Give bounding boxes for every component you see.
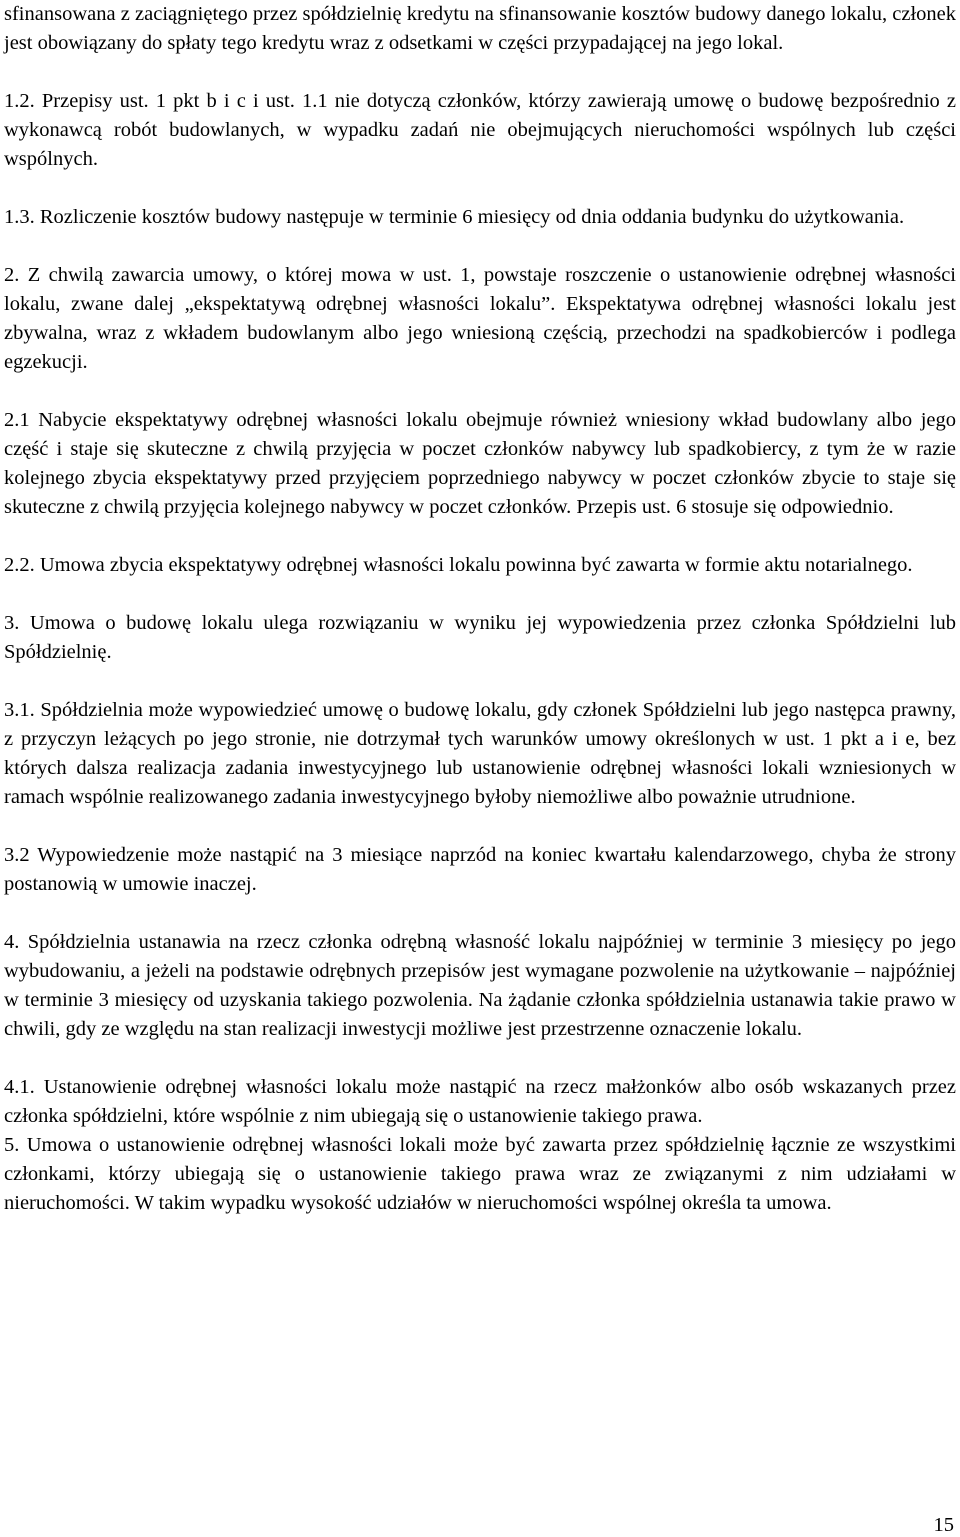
paragraph-continuation: sfinansowana z zaciągniętego przez spółdzielnię kredytu na sfinansowanie kosztów budowy danego lokalu, członek jest obowiązany do spłaty tego kredytu wraz z odsetkami w części przypadającej na jego lokal. — [4, 3, 956, 54]
paragraph-5: 5. Umowa o ustanowienie odrębnej własności lokali może być zawarta przez spółdzielnię łącznie ze wszystkimi członkami, którzy ubiegają się o ustanowienie takiego prawa wraz ze związanymi z nim udziałami w nieruchomości. W takim wypadku wysokość udziałów w nieruchomości wspólnej określa ta umowa. — [4, 1134, 956, 1214]
paragraph-1-3: 1.3. Rozliczenie kosztów budowy następuje w terminie 6 miesięcy od dnia oddania budynku do użytkowania. — [4, 206, 905, 228]
paragraph-3: 3. Umowa o budowę lokalu ulega rozwiązaniu w wyniku jej wypowiedzenia przez członka Spółdzielni lub Spółdzielnię. — [4, 612, 956, 663]
paragraph-3-2: 3.2 Wypowiedzenie może nastąpić na 3 miesiące naprzód na koniec kwartału kalendarzowego, chyba że strony postanowią w umowie inaczej. — [4, 844, 956, 895]
paragraph-2-1: 2.1 Nabycie ekspektatywy odrębnej własności lokalu obejmuje również wniesiony wkład budowlany albo jego część i staje się skuteczne z chwilą przyjęcia w poczet członków nabywcy lub spadkobiercy, z tym że w razie kolejnego zbycia ekspektatywy przed przyjęciem poprzedniego nabywcy w poczet członków zbycie to staje się skuteczne z chwilą przyjęcia kolejnego nabywcy w poczet członków. Przepis ust. 6 stosuje się odpowiednio. — [4, 409, 956, 518]
paragraph-4-1: 4.1. Ustanowienie odrębnej własności lokalu może nastąpić na rzecz małżonków albo osób wskazanych przez członka spółdzielni, które wspólnie z nim ubiegają się o ustanowienie takiego prawa. — [4, 1076, 956, 1127]
paragraph-4: 4. Spółdzielnia ustanawia na rzecz członka odrębną własność lokalu najpóźniej w terminie 3 miesięcy po jego wybudowaniu, a jeżeli na podstawie odrębnych przepisów jest wymagane pozwolenie na użytkowanie – najpóźniej w terminie 3 miesięcy od uzyskania takiego pozwolenia. Na żądanie członka spółdzielnia ustanawia takie prawo w chwili, gdy ze względu na stan realizacji inwestycji możliwe jest przestrzenne oznaczenie lokalu. — [4, 931, 956, 1040]
document-page — [4, 0, 956, 1218]
page-number: 15 — [933, 1514, 954, 1536]
paragraph-2-2: 2.2. Umowa zbycia ekspektatywy odrębnej własności lokalu powinna być zawarta w formie aktu notarialnego. — [4, 554, 913, 576]
paragraph-3-1: 3.1. Spółdzielnia może wypowiedzieć umowę o budowę lokalu, gdy członek Spółdzielni lub jego następca prawny, z przyczyn leżących po jego stronie, nie dotrzymał tych warunków umowy określonych w ust. 1 pkt a i e, bez których dalsza realizacja zadania inwestycyjnego lub ustanowienie odrębnej własności lokali wzniesionych w ramach wspólnie realizowanego zadania inwestycyjnego byłoby niemożliwe albo poważnie utrudnione. — [4, 699, 956, 808]
paragraph-2: 2. Z chwilą zawarcia umowy, o której mowa w ust. 1, powstaje roszczenie o ustanowienie odrębnej własności lokalu, zwane dalej „ekspektatywą odrębnej własności lokalu”. Ekspektatywa odrębnej własności lokalu jest zbywalna, wraz z wkładem budowlanym albo jego wniesioną częścią, przechodzi na spadkobierców i podlega egzekucji. — [4, 264, 956, 373]
paragraph-1-2: 1.2. Przepisy ust. 1 pkt b i c i ust. 1.1 nie dotyczą członków, którzy zawierają umowę o budowę bezpośrednio z wykonawcą robót budowlanych, w wypadku zadań nie obejmujących nieruchomości wspólnych lub części wspólnych. — [4, 90, 956, 170]
